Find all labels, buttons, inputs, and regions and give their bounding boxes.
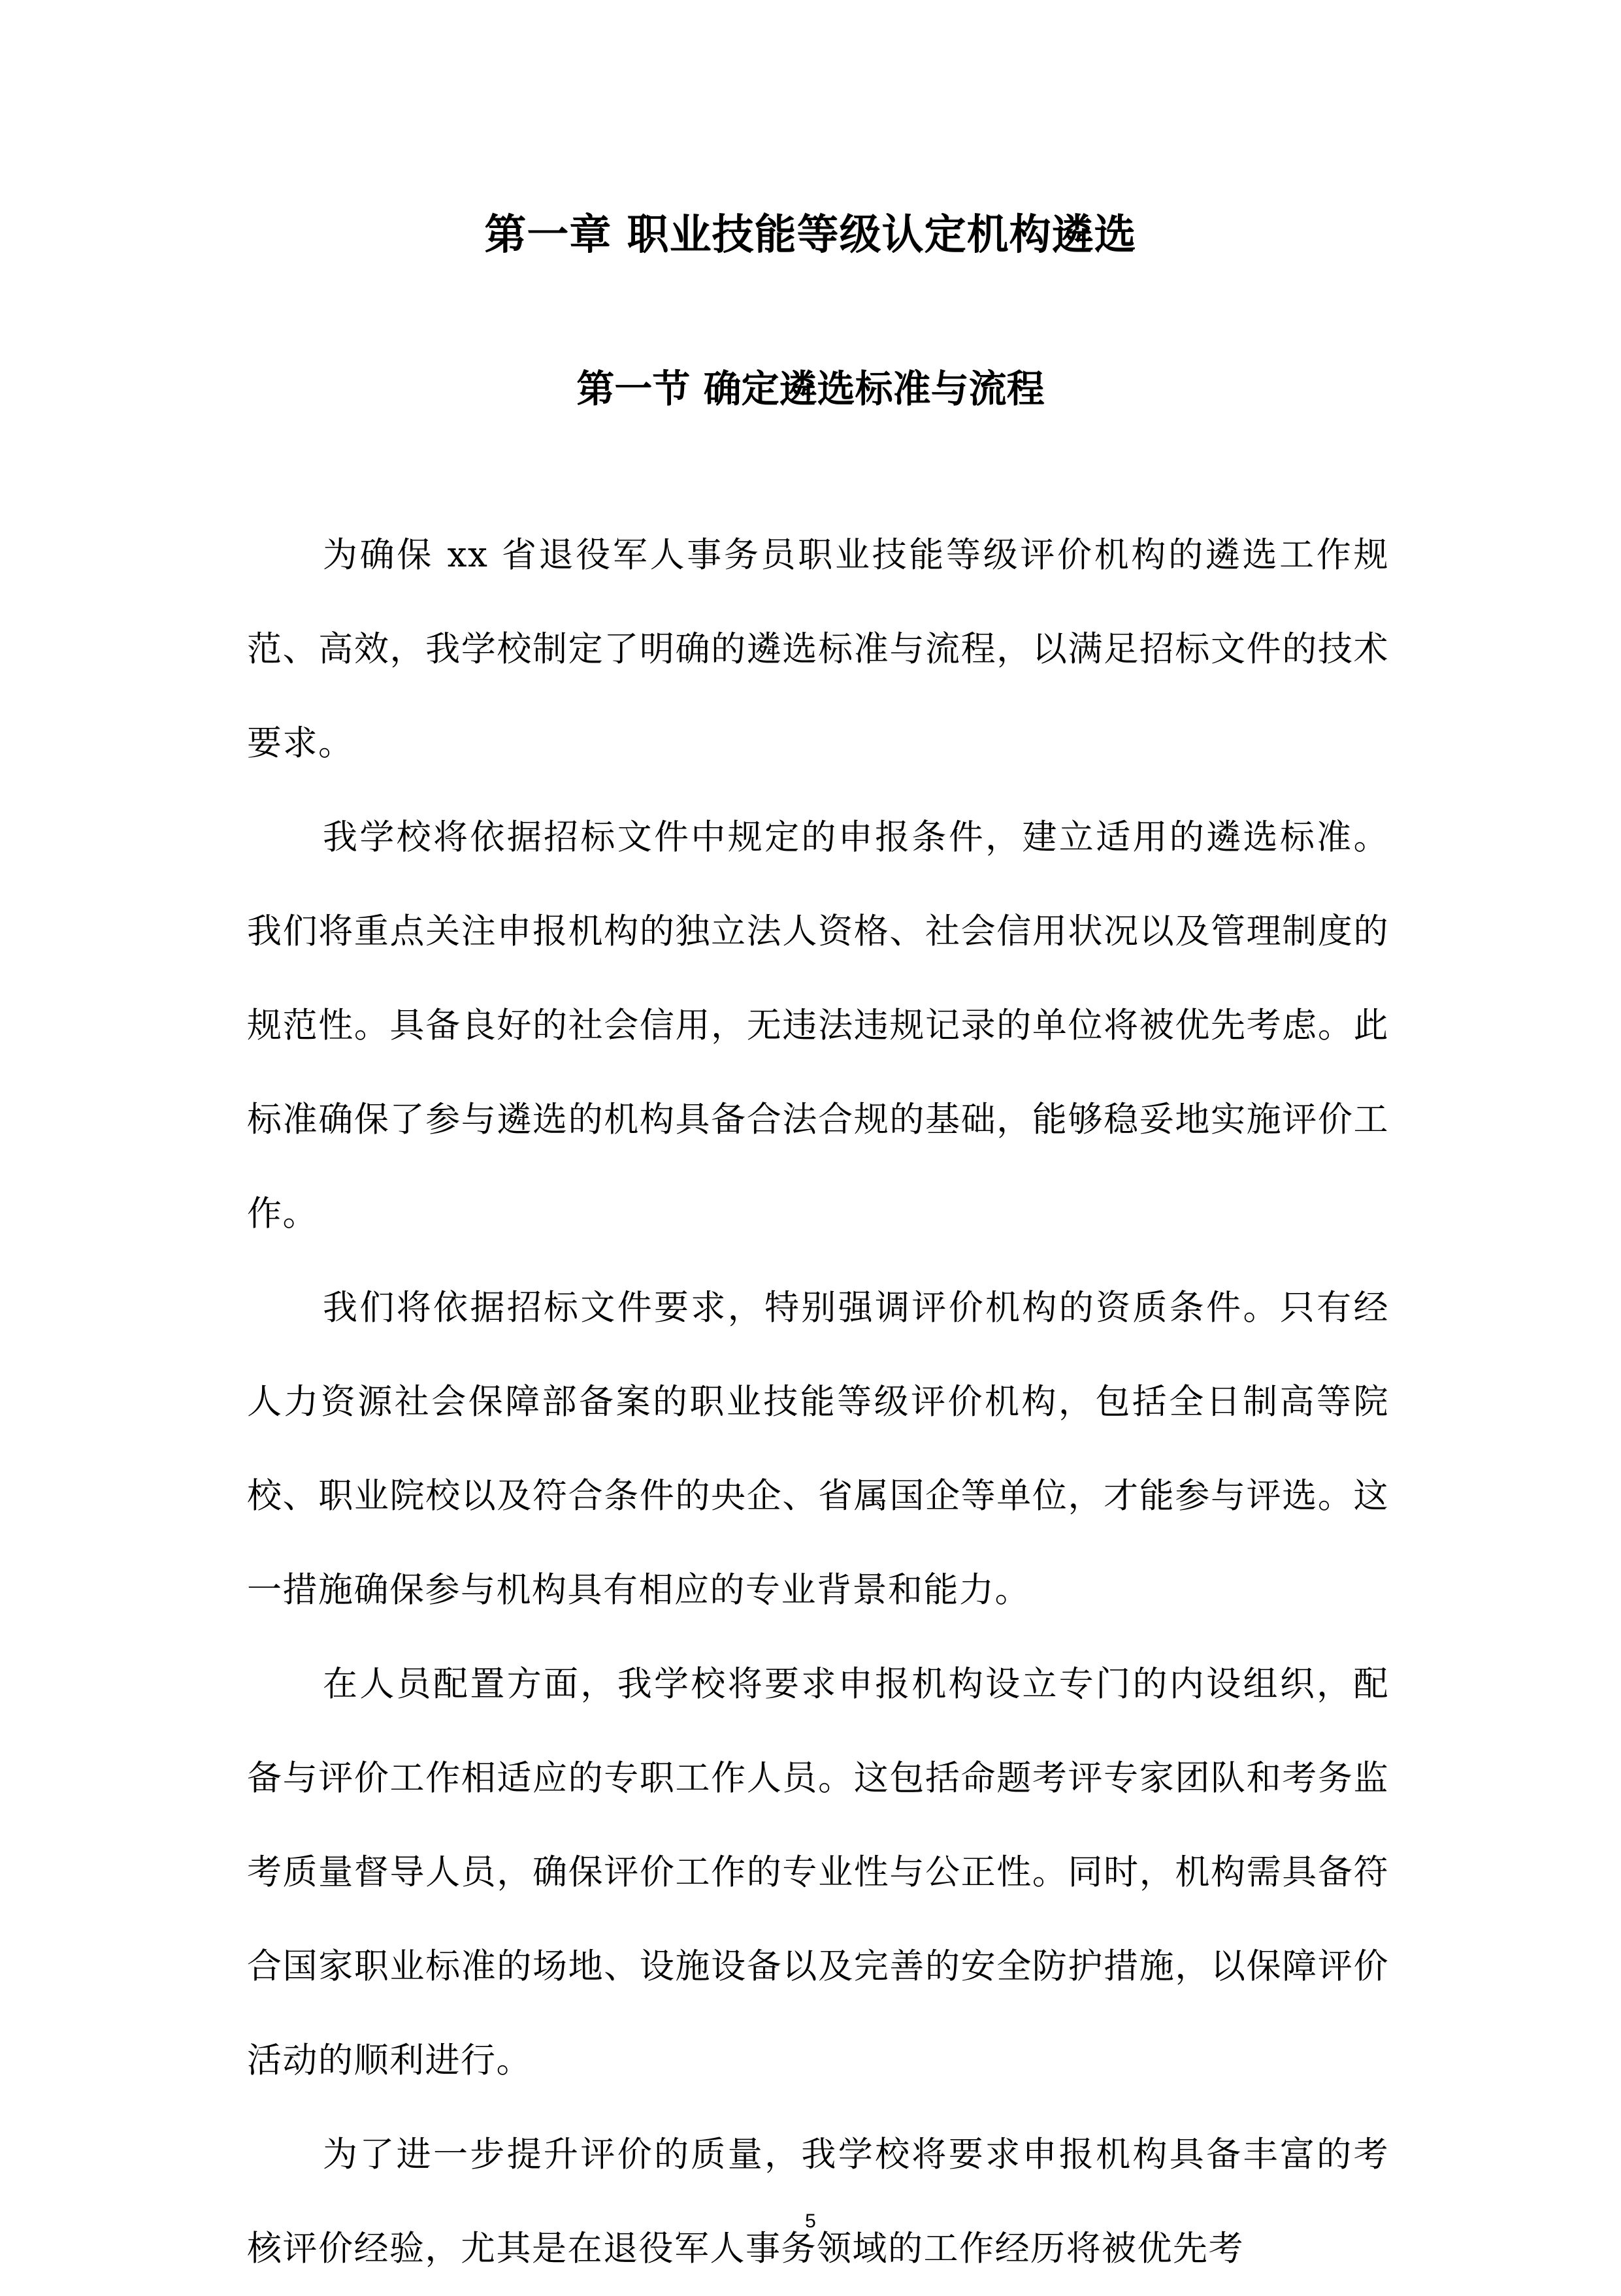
- paragraph: 为确保 xx 省退役军人事务员职业技能等级评价机构的遴选工作规范、高效，我学校制定了明确的遴选标准与流程，以满足招标文件的技术要求。: [247, 535, 1389, 763]
- body-text: [247, 508, 1389, 2296]
- page-number: 5: [805, 2210, 816, 2232]
- chapter-title: 第一章 职业技能等级认定机构遴选: [484, 211, 1137, 259]
- paragraph: 我学校将依据招标文件中规定的申报条件，建立适用的遴选标准。我们将重点关注申报机构的独立法人资格、社会信用状况以及管理制度的规范性。具备良好的社会信用，无违法违规记录的单位将被优先考虑。此标准确保了参与遴选的机构具备合法合规的基础，能够稳妥地实施评价工作。: [247, 817, 1389, 1234]
- paragraph: 在人员配置方面，我学校将要求申报机构设立专门的内设组织，配备与评价工作相适应的专职工作人员。这包括命题考评专家团队和考务监考质量督导人员，确保评价工作的专业性与公正性。同时，机构需具备符合国家职业标准的场地、设施设备以及完善的安全防护措施，以保障评价活动的顺利进行。: [247, 1664, 1389, 2080]
- paragraph: 我们将依据招标文件要求，特别强调评价机构的资质条件。只有经人力资源社会保障部备案的职业技能等级评价机构，包括全日制高等院校、职业院校以及符合条件的央企、省属国企等单位，才能参与评选。这一措施确保参与机构具有相应的专业背景和能力。: [247, 1288, 1389, 1610]
- section-title: 第一节 确定遴选标准与流程: [576, 367, 1045, 411]
- paragraph: 为了进一步提升评价的质量，我学校将要求申报机构具备丰富的考核评价经验，尤其是在退役军人事务领域的工作经历将被优先考: [247, 2135, 1389, 2269]
